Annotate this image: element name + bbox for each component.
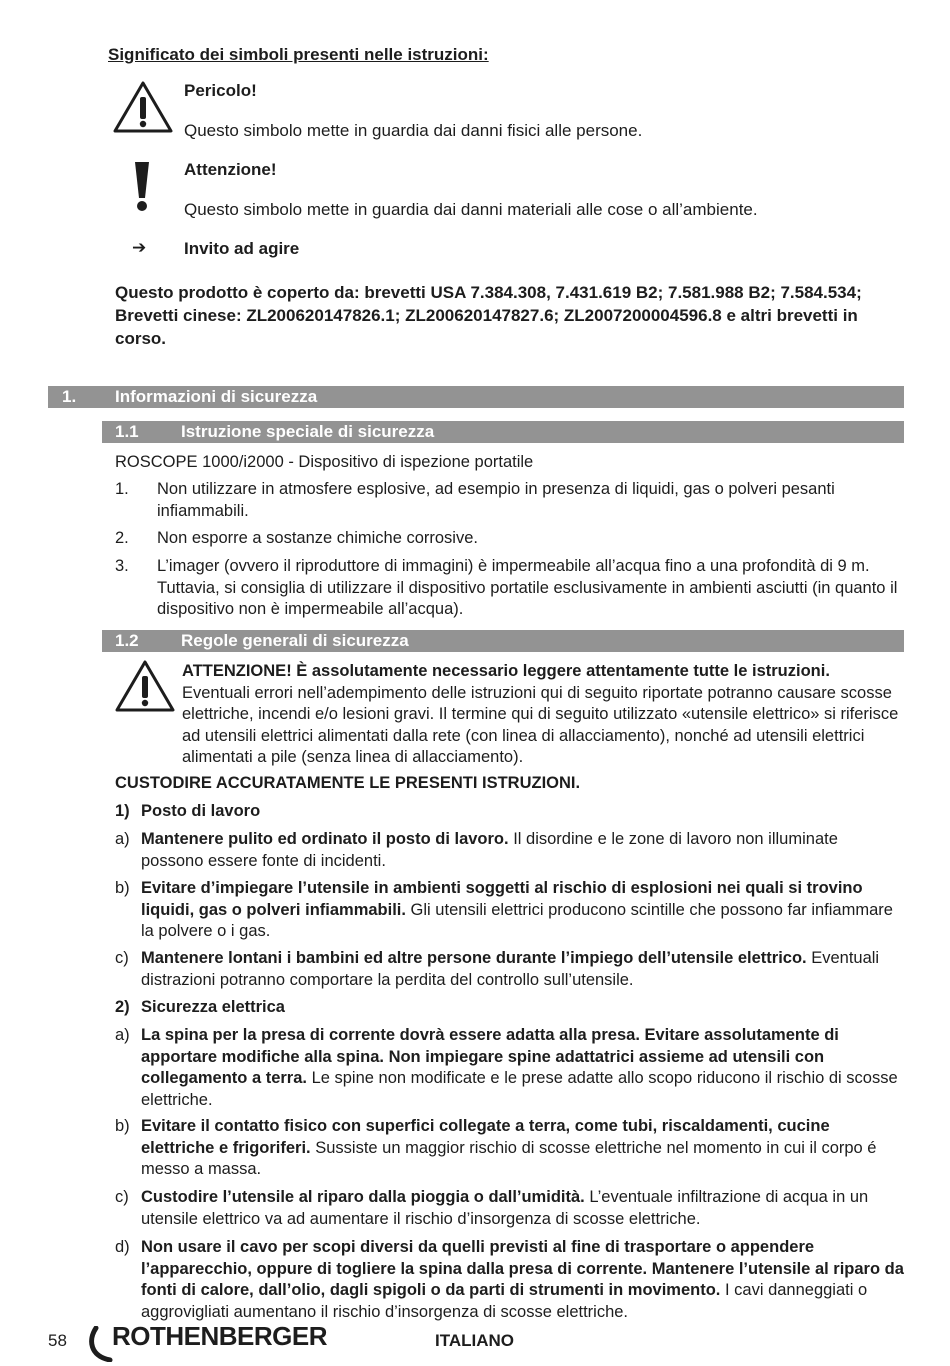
attention-title: Attenzione! <box>184 160 277 179</box>
action-title: Invito ad agire <box>184 239 300 258</box>
attention-text: Questo simbolo mette in guardia dai danni materiali alle cose o all’ambiente. <box>184 200 758 219</box>
language-label: ITALIANO <box>435 1331 515 1350</box>
section-1-header <box>48 386 904 408</box>
warning-triangle-icon <box>114 659 176 713</box>
danger-triangle-icon <box>112 80 174 134</box>
section-1-1-header <box>102 421 904 443</box>
arrow-right-icon: ➔ <box>132 238 147 257</box>
section-1-2-header <box>102 630 904 652</box>
section-title: Informazioni di sicurezza <box>115 387 318 406</box>
warning-bold: ATTENZIONE! È assolutamente necessario leggere attentamente tutte le istruzioni. <box>182 662 830 680</box>
section-number: 1.2 <box>115 631 139 650</box>
patent-notice: Questo prodotto è coperto da: brevetti USA 7.384.308, 7.431.619 B2; 7.581.988 B2; 7.584.534; Brevetti cinese: ZL200620147826.1; ZL200620147827.6; ZL2007200004596.8 e altri brevetti in corso. <box>115 283 862 348</box>
general-warning <box>182 661 900 769</box>
section-title: Istruzione speciale di sicurezza <box>181 422 435 441</box>
exclamation-icon <box>131 160 153 214</box>
page-number: 58 <box>48 1331 67 1350</box>
section-title: Regole generali di sicurezza <box>181 631 409 650</box>
symbols-heading: Significato dei simboli presenti nelle istruzioni: <box>108 45 489 64</box>
danger-text: Questo simbolo mette in guardia dai danni fisici alle persone. <box>184 121 643 140</box>
device-line: ROSCOPE 1000/i2000 - Dispositivo di ispezione portatile <box>115 453 534 471</box>
brand-swoosh-icon <box>88 1326 114 1362</box>
keep-instructions: CUSTODIRE ACCURATAMENTE LE PRESENTI ISTRUZIONI. <box>115 774 581 792</box>
section-number: 1. <box>62 387 77 406</box>
section-number: 1.1 <box>115 422 139 441</box>
warning-text: Eventuali errori nell’adempimento delle istruzioni qui di seguito riportate potranno causare scosse elettriche, incendi e/o lesioni gravi. Il termine qui di seguito utilizzato «utensile elettrico» si riferisce ad utensili elettrici alimentati dalla rete (con linea di allacciamento), nonché ad utensili elettrici alimentati a pile (senza linea di allacciamento). <box>182 683 899 766</box>
brand-logo: ROTHENBERGER <box>112 1321 328 1351</box>
danger-title: Pericolo! <box>184 81 257 100</box>
